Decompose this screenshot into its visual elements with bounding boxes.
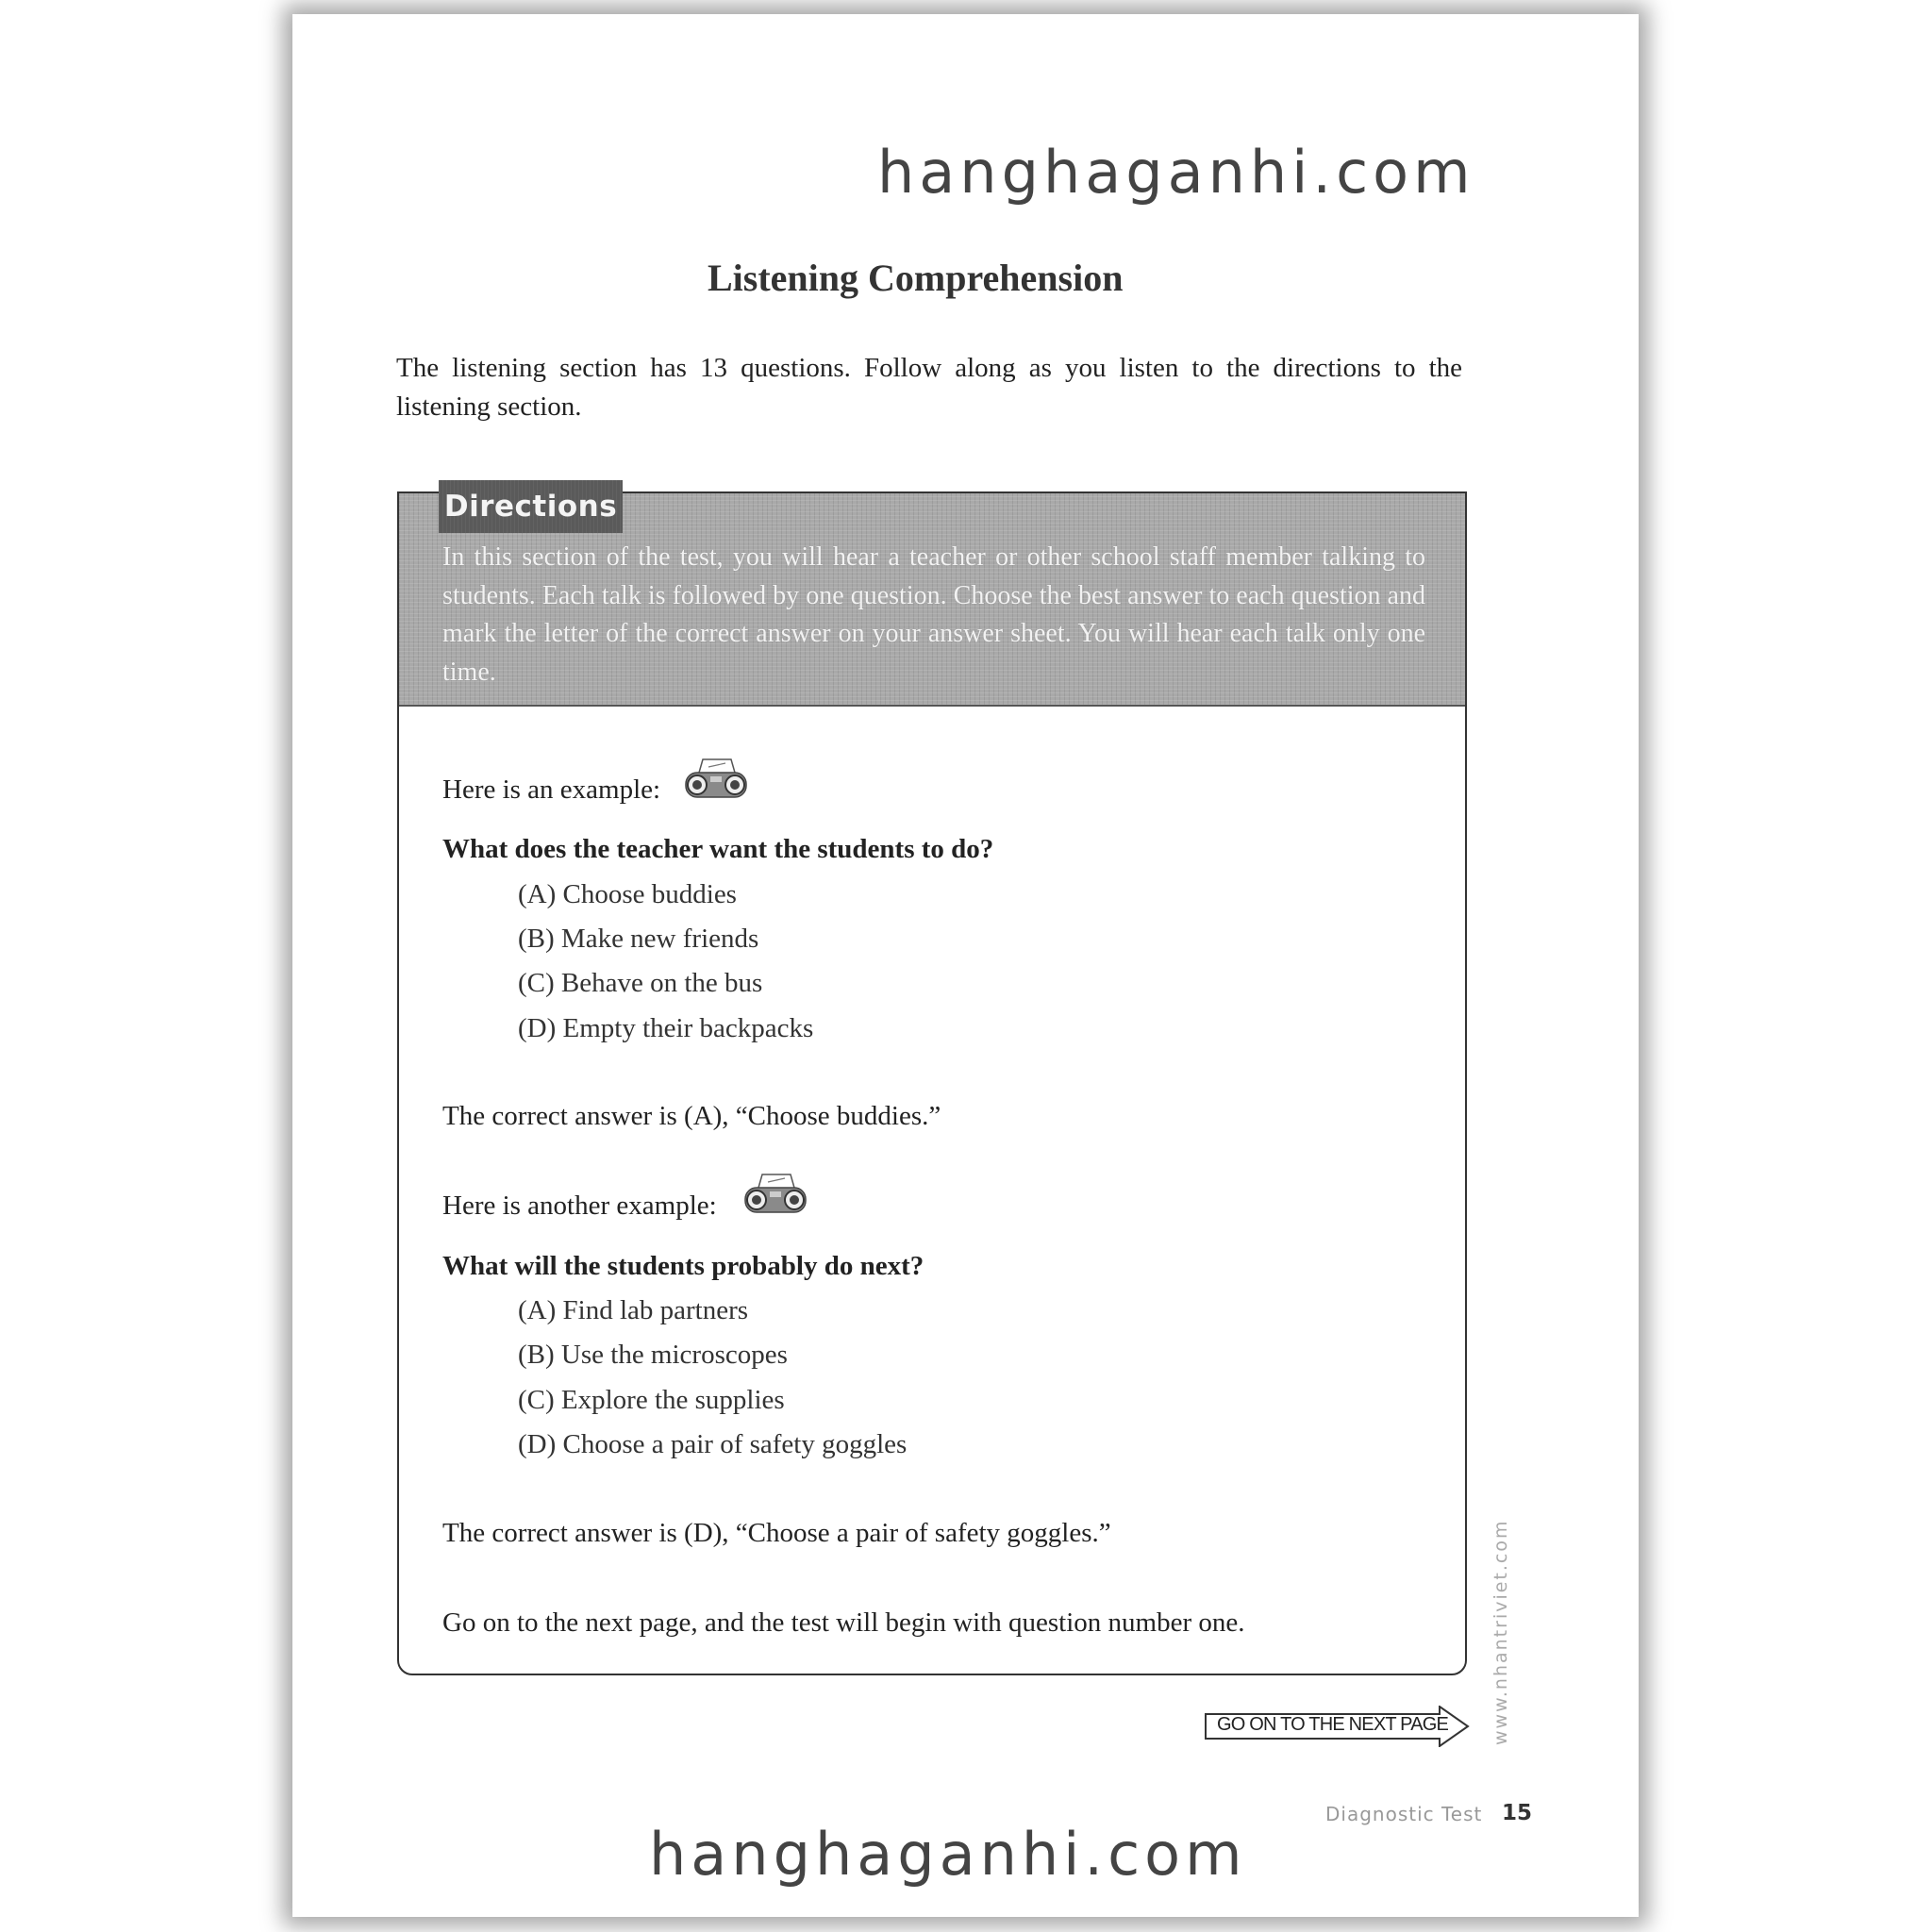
directions-text: In this section of the test, you will hear a teacher or other school staff member talking to students. Each talk is followed by one question. Choose the best answer to each question and mark the letter of the correct answer on your answer sheet. You will hear each talk only one time. [442,542,1425,687]
watermark-top: hanghaganhi.com [877,138,1475,207]
closing-instruction: Go on to the next page, and the test will begin with question number one. [442,1607,1245,1638]
example-1-question: What does the teacher want the students to do? [442,834,994,864]
example-2-question: What will the students probably do next? [442,1251,924,1281]
directions-tab: Directions [439,480,623,533]
book-page [292,14,1639,1917]
example-2-option-d: (D) Choose a pair of safety goggles [518,1429,908,1459]
next-page-button[interactable] [1204,1706,1470,1747]
example-2-intro: Here is another example: [442,1191,717,1221]
example-1-option-a: (A) Choose buddies [518,879,737,909]
example-2-option-b: (B) Use the microscopes [518,1340,788,1370]
example-2-option-a: (A) Find lab partners [518,1295,749,1325]
page-number: 15 [1502,1801,1533,1825]
page-title: Listening Comprehension [708,257,1124,299]
intro-paragraph: The listening section has 13 questions. Follow along as you listen to the directions to the listening section. [396,353,1462,422]
boombox-icon[interactable] [682,756,750,803]
example-1-intro: Here is an example: [442,774,661,805]
example-1-answer: The correct answer is (A), “Choose buddies.” [442,1101,941,1131]
example-2-option-c: (C) Explore the supplies [518,1385,785,1415]
footer-section: Diagnostic Test [1325,1803,1483,1825]
example-1-option-b: (B) Make new friends [518,924,759,954]
boombox-icon[interactable] [741,1171,809,1218]
example-2-answer: The correct answer is (D), “Choose a pair of safety goggles.” [442,1518,1111,1548]
next-page-label: GO ON TO THE NEXT PAGE [1217,1714,1449,1735]
directions-box [397,491,1467,1675]
watermark-bottom: hanghaganhi.com [649,1820,1247,1889]
example-1-option-d: (D) Empty their backpacks [518,1013,814,1043]
example-1-option-c: (C) Behave on the bus [518,968,763,998]
side-url-watermark: www.nhantriviet.com [1491,1519,1511,1745]
